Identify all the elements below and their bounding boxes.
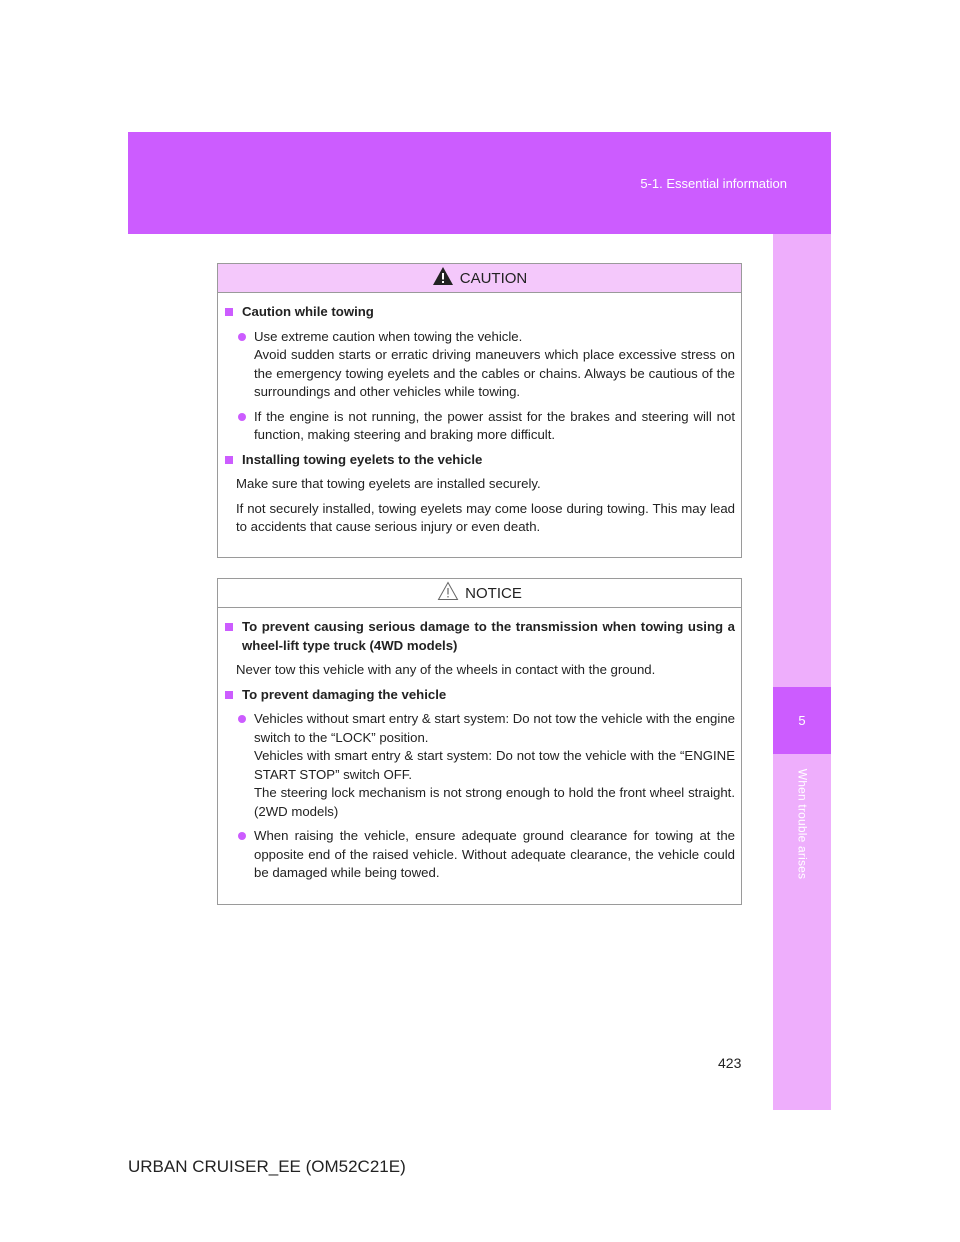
- notice-paragraph: Never tow this vehicle with any of the wheels in contact with the ground.: [236, 662, 656, 677]
- notice-header: [218, 579, 741, 608]
- section-title: 5-1. Essential information: [640, 176, 787, 191]
- caution-body: [218, 293, 741, 537]
- caution-bullet-1: [236, 328, 735, 402]
- manual-code: URBAN CRUISER_EE (OM52C21E): [128, 1157, 406, 1176]
- caution-box: [217, 263, 742, 558]
- page-number: 423: [718, 1055, 742, 1071]
- caution-title: CAUTION: [459, 269, 528, 287]
- notice-body: [218, 608, 741, 883]
- notice-heading-vehicle: To prevent damaging the vehicle: [224, 686, 735, 705]
- chapter-label: [773, 754, 831, 894]
- notice-bullet-2: [236, 827, 735, 883]
- chapter-number: 5: [773, 687, 831, 754]
- bullet-line: The steering lock mechanism is not strong enough to hold the front wheel straight. (2WD models): [254, 785, 735, 819]
- warning-filled-icon: [432, 266, 454, 286]
- bullet-line: Vehicles without smart entry & start system: Do not tow the vehicle with the engine switch to the “LOCK” position.: [254, 711, 735, 745]
- caution-bullet-2: [236, 408, 735, 445]
- caution-heading-eyelets: Installing towing eyelets to the vehicle: [224, 451, 735, 470]
- caution-paragraph: Make sure that towing eyelets are installed securely.: [236, 476, 541, 491]
- notice-box: [217, 578, 742, 905]
- header-band: [128, 132, 831, 234]
- notice-heading-transmission: To prevent causing serious damage to the transmission when towing using a wheel-lift type truck (4WD models): [224, 618, 735, 655]
- chapter-title: When trouble arises: [795, 768, 809, 880]
- caution-header: [218, 264, 741, 293]
- bullet-line: Use extreme caution when towing the vehicle.: [254, 328, 523, 344]
- bullet-line: Avoid sudden starts or erratic driving maneuvers which place excessive stress on the emergency towing eyelets and the cables or chains. Always be cautious of the surroundings and other vehicles while towing.: [254, 347, 735, 399]
- bullet-line: When raising the vehicle, ensure adequate ground clearance for towing at the opposite end of the raised vehicle. Without adequate clearance, the vehicle could be damaged while being towed.: [254, 828, 735, 880]
- chapter-side-tab: [773, 234, 831, 1110]
- bullet-line: Vehicles with smart entry & start system: Do not tow the vehicle with the “ENGINE START STOP” switch OFF.: [254, 748, 735, 782]
- bullet-line: If the engine is not running, the power assist for the brakes and steering will not function, making steering and braking more difficult.: [254, 408, 735, 442]
- notice-title: NOTICE: [465, 584, 522, 602]
- warning-outline-icon: [437, 581, 459, 601]
- notice-bullet-1: [236, 710, 735, 821]
- caution-heading-towing: Caution while towing: [224, 303, 735, 322]
- caution-paragraph: If not securely installed, towing eyelets may come loose during towing. This may lead to accidents that cause serious injury or even death.: [236, 500, 735, 534]
